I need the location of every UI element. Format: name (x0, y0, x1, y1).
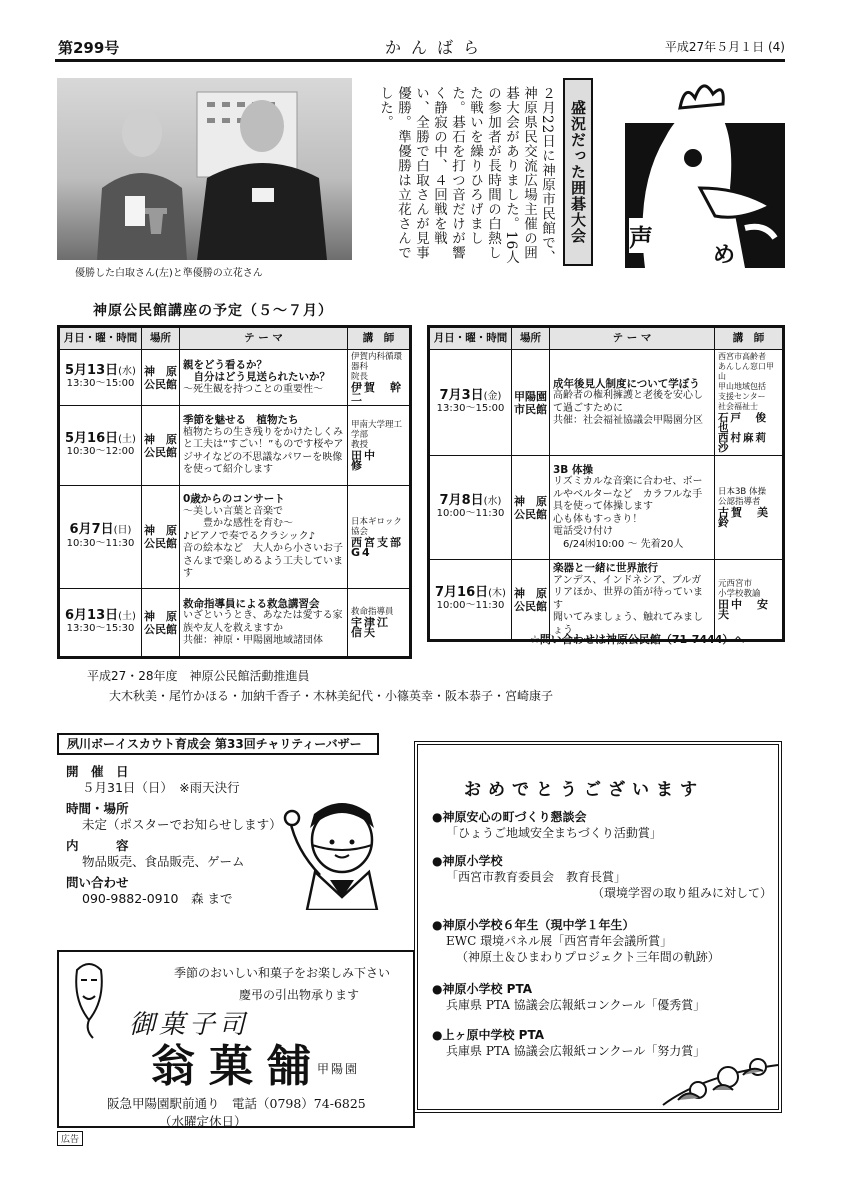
ad-line-2: 慶弔の引出物承ります (239, 988, 360, 1002)
award-recipient: ●神原小学校 (432, 854, 503, 868)
award-recipient: ●上ヶ原中学校 PTA (432, 1028, 544, 1042)
row-lecturer-title: 救命指導員 (351, 607, 394, 617)
col-header-lecturer: 講 師 (348, 328, 410, 350)
row-lecturer-title: 日本ギロック協会 (351, 516, 402, 537)
row-lecturer-name: 西宮支部 G4 (351, 535, 403, 559)
award-recipient: ●神原安心の町づくり懇談会 (432, 810, 587, 824)
row-theme: 楽器と一緒に世界旅行 (553, 562, 658, 574)
row-detail: 高齢者の権利擁護と老後を安心して過ごすために 共催：社会福祉協議会甲陽園分区 (553, 390, 703, 426)
schedule-table-left (57, 325, 412, 659)
table-row (60, 350, 410, 406)
ad-subtitle: 御菓子司 (129, 1010, 250, 1040)
award-name: 「西宮市教育委員会 教育長賞」 (446, 870, 627, 884)
tournament-photo (57, 78, 352, 260)
column-label: 声 (629, 218, 653, 253)
congratulations-title: おめでとうございます (464, 780, 704, 800)
row-date: 7月8日 (439, 492, 484, 508)
col-header-theme: テ ー マ (550, 328, 715, 350)
contact-note: ☆問い合わせは神原公民館（71-7444）へ (530, 633, 745, 646)
row-time: 13:30～15:00 (436, 403, 505, 414)
col-header-place: 場所 (142, 328, 180, 350)
row-lecturer-name: 伊賀 幹二 (351, 381, 403, 404)
igo-article-title: 盛況だった囲碁大会 (563, 78, 593, 266)
ad-tag: 広告 (57, 1131, 83, 1146)
ad-shop-name: 翁菓舗 (151, 1041, 325, 1092)
bazaar-value: 未定（ポスターでお知らせします） (82, 817, 282, 832)
row-place: 神 原 公民館 (142, 486, 180, 589)
row-place: 神 原 公民館 (512, 560, 550, 640)
award-item (432, 809, 662, 841)
row-dow: (日) (113, 525, 132, 536)
row-lecturer-title: 伊賀内科循環器科 院長 (351, 352, 403, 382)
row-lecturer-name: 田中 修 (351, 449, 403, 472)
table-header-row (430, 328, 783, 350)
issue-date: 平成27年５月１日 (4) (664, 40, 785, 54)
row-place: 神 原 公民館 (142, 589, 180, 657)
award-note: （神原土＆ひまわりプロジェクト三年間の軌跡） (456, 950, 720, 964)
schedule-table-right (427, 325, 785, 642)
photo-caption: 優勝した白取さん(左)と準優勝の立花さん (75, 268, 263, 279)
flower-decoration-icon (658, 1045, 783, 1113)
row-lecturer-name: 石戸 俊也 西村麻莉沙 (718, 412, 768, 454)
schedule-title: 神原公民館講座の予定（５～７月） (93, 303, 333, 319)
row-date: 5月16日 (65, 430, 119, 446)
row-dow: (水) (118, 365, 136, 377)
table-row (430, 560, 783, 640)
row-place: 甲陽園 市民館 (512, 350, 550, 456)
bazaar-label: 内 容 (66, 838, 129, 853)
row-theme: 0歳からのコンサート (183, 493, 285, 506)
table-header-row (60, 328, 410, 350)
row-detail: アンデス、インドネシア、ブルガリアほか、世界の笛が待っています 聞いてみましょう、触れてみましょう (553, 574, 703, 636)
award-item (432, 853, 772, 901)
row-date: 7月3日 (439, 387, 484, 403)
row-time: 10:30～12:00 (66, 446, 135, 457)
row-time: 13:30～15:00 (66, 378, 135, 389)
bazaar-label: 問い合わせ (66, 875, 129, 890)
bazaar-title: 夙川ボーイスカウト育成会 第33回チャリティーバザー (57, 733, 379, 755)
table-row (60, 589, 410, 657)
shop-advertisement (57, 950, 415, 1128)
row-detail: 植物たちの生き残りをかけたしくみと工夫は“すごい！”ものです桜やアジサイなどの不思議なパワーを映像を使って紹介します (183, 426, 344, 476)
award-note: （環境学習の取り組みに対して） (591, 886, 772, 900)
bazaar-value: ５月31日（日） ※雨天決行 (82, 780, 240, 795)
row-theme: 季節を魅せる 植物たち (183, 414, 299, 427)
col-header-date: 月日・曜・時間 (60, 328, 142, 350)
award-name: 兵庫県 PTA 協議会広報紙コンクール「優秀賞」 (446, 998, 706, 1012)
row-lecturer-name: 宇津江 信夫 (351, 616, 390, 639)
promoters-names: 大木秋美・尾竹かほる・加納千香子・木林美紀代・小篠英幸・阪本恭子・宮崎康子 (109, 689, 554, 703)
ad-closed-day: （水曜定休日） (159, 1114, 247, 1129)
issue-number: 第299号 (58, 39, 120, 57)
row-theme: 親をどう看るか？ 自分はどう見送られたいか？ (183, 358, 330, 384)
bazaar-value: 090-9882-0910 森 まで (82, 891, 233, 906)
row-time: 13:30～15:30 (66, 623, 135, 634)
row-detail: いざというとき、あなたは愛する家族や友人を救えますか 共催：神原・甲陽園地域諸団体 (183, 610, 343, 646)
row-time: 10:00～11:30 (436, 600, 505, 611)
row-lecturer-title: 元西宮市 小学校教諭 (718, 579, 761, 599)
award-name: 兵庫県 PTA 協議会広報紙コンクール「努力賞」 (446, 1044, 706, 1058)
row-date: 5月13日 (65, 362, 119, 378)
row-place: 神 原 公民館 (142, 350, 180, 406)
table-row (60, 486, 410, 589)
row-place: 神 原 公民館 (142, 406, 180, 486)
row-date: 6月7日 (69, 522, 114, 537)
column-mascot (625, 78, 785, 268)
table-row (60, 406, 410, 486)
col-header-place: 場所 (512, 328, 550, 350)
ad-address: 阪急甲陽園駅前通り 電話（0798）74-6825 (107, 1096, 366, 1111)
col-header-lecturer: 講 師 (715, 328, 783, 350)
row-theme: 成年後見人制度について学ぼう (553, 377, 700, 390)
row-dow: (水) (483, 495, 502, 507)
ad-branch: 甲陽園 (317, 1062, 360, 1076)
scout-illustration (280, 790, 395, 910)
row-place: 神 原 公民館 (512, 456, 550, 560)
bazaar-details (66, 764, 282, 912)
column-sub: め (713, 243, 736, 268)
page-header (55, 32, 785, 62)
igo-article-body: ２月22日に神原市民館で、神原県民交流広場主催の囲碁大会がありました。16人の参加者が長時間の白熱した戦いを繰りひろげました。碁石を打つ音だけが響く静寂の中、４回戦を戦い、全勝で白取さんが見事優勝。準優勝は立花さんでした。 (377, 86, 555, 265)
table-row (430, 350, 783, 456)
row-lecturer-title: 日本3B 体操 公認指導者 (718, 487, 766, 507)
award-name: 「ひょうご地域安全まちづくり活動賞」 (446, 826, 662, 840)
award-recipient: ●神原小学校６年生（現中学１年生） (432, 918, 635, 932)
row-detail: ～死生観を持つことの重要性～ (183, 383, 323, 395)
award-item (432, 917, 720, 965)
row-date: 6月13日 (65, 607, 119, 623)
row-dow: (土) (118, 610, 136, 622)
row-detail: リズミカルな音楽に合わせ、ボールやベルターなど カラフルな手具を使って体操します 心も体もすっきり！ 電話受け付け 6/24㈬10:00 ～ 先着20人 (553, 476, 703, 550)
row-lecturer-title: 西宮市高齢者 あんしん窓口甲山 甲山地域包括 支援センター 社会福祉士 (718, 352, 774, 411)
col-header-date: 月日・曜・時間 (430, 328, 512, 350)
col-header-theme: テ ー マ (180, 328, 348, 350)
row-dow: (金) (483, 390, 502, 402)
bazaar-value: 物品販売、食品販売、ゲーム (82, 854, 245, 869)
row-time: 10:30～11:30 (66, 537, 135, 549)
bazaar-label: 時間・場所 (66, 801, 129, 816)
award-recipient: ●神原小学校 PTA (432, 982, 532, 996)
row-detail: ～美しい言葉と音楽で 豊かな感性を育む～ ♪ピアノで奏でるクラシック♪ 音の絵本など 大人から小さいお子さんまで楽しめるよう工夫しています (183, 505, 343, 580)
newsletter-title: かんばら (385, 38, 490, 57)
row-time: 10:00～11:30 (436, 508, 505, 519)
row-lecturer-title: 甲南大学理工学部 教授 (351, 420, 403, 450)
row-theme: 3B 体操 (553, 463, 593, 476)
row-lecturer-name: 古賀 美鈴 (718, 506, 770, 529)
mask-illustration (69, 960, 109, 1040)
award-name: EWC 環境パネル展「西宮青年会議所賞」 (446, 934, 673, 948)
ad-line-1: 季節のおいしい和菓子をお楽しみ下さい (174, 966, 391, 980)
promoters (87, 666, 553, 706)
award-item (432, 981, 705, 1013)
row-dow: (土) (118, 433, 136, 445)
row-date: 7月16日 (435, 584, 489, 600)
row-lecturer-name: 田中 安夫 (718, 598, 770, 621)
congratulations-box (414, 741, 782, 1113)
row-theme: 救命指導員による救急講習会 (183, 597, 320, 610)
bazaar-label: 開 催 日 (66, 764, 129, 779)
row-dow: (木) (488, 587, 506, 599)
table-row (430, 456, 783, 560)
promoters-title: 平成27・28年度 神原公民館活動推進員 (87, 669, 310, 683)
